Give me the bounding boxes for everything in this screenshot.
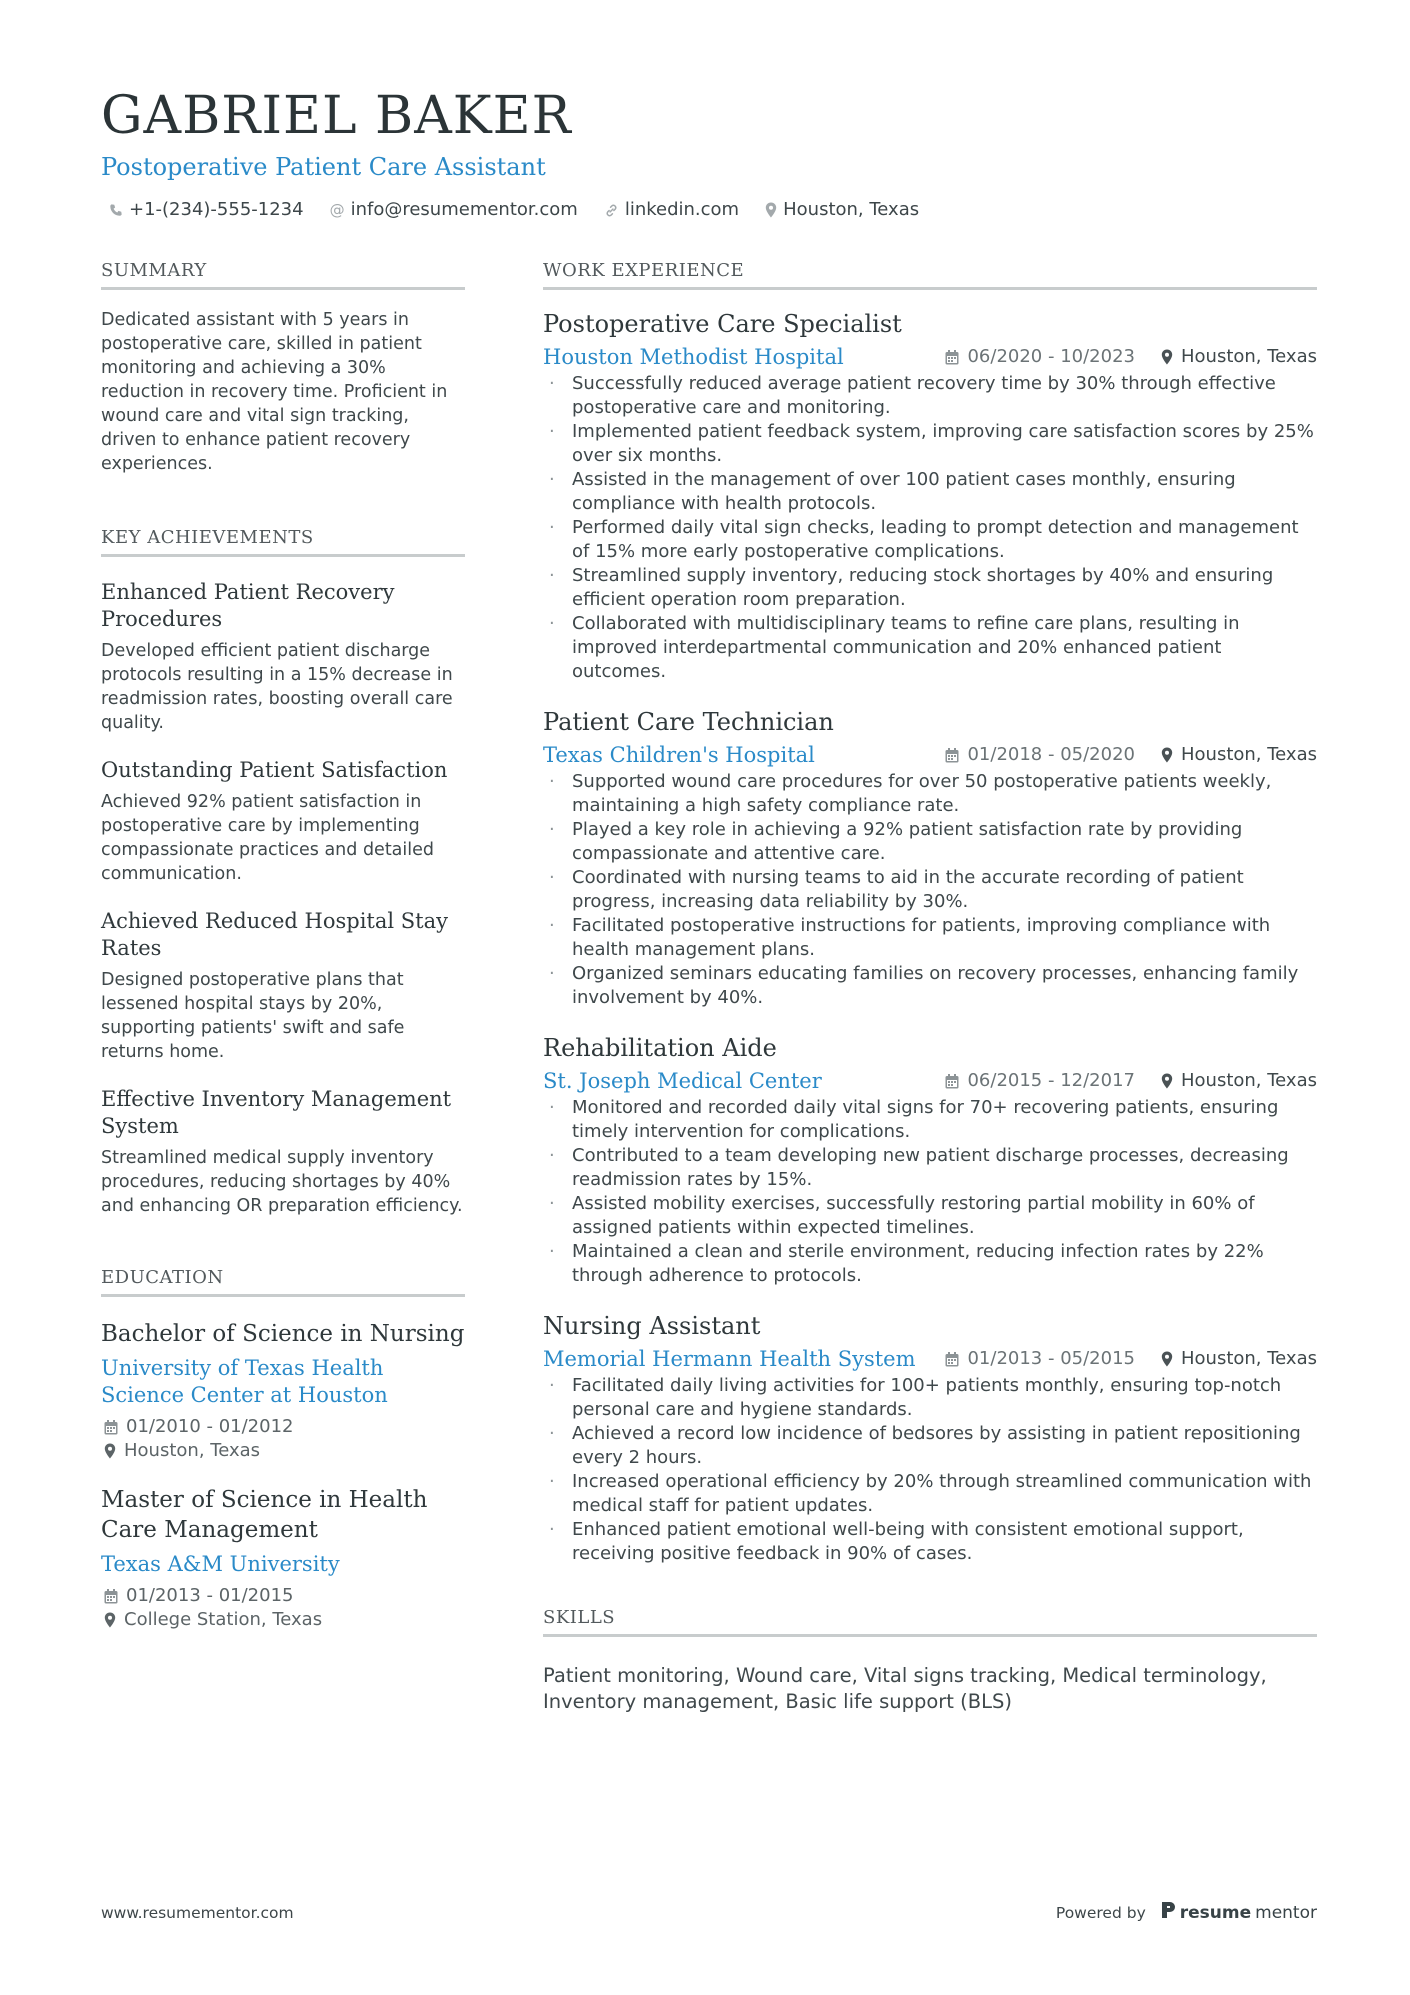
location-pin-icon	[1161, 349, 1173, 365]
resume-columns	[101, 259, 1317, 1715]
job-location-text: Houston, Texas	[1180, 1348, 1317, 1369]
job-meta-row	[543, 1067, 1317, 1095]
brand-logo[interactable]	[1160, 1901, 1317, 1924]
job-dates	[945, 343, 1135, 371]
job-bullet: · Collaborated with multidisciplinary teams to refine care plans, resulting in improved interdepartmental communication and 20% enhanced patient outcomes.	[543, 612, 1317, 684]
job-bullet: · Facilitated daily living activities for 100+ patients monthly, ensuring top-notch personal care and hygiene standards.	[543, 1374, 1317, 1422]
contact-location	[765, 197, 919, 223]
skills-heading: SKILLS	[543, 1606, 1317, 1637]
contact-linkedin[interactable]	[604, 197, 739, 223]
job-location	[1161, 1345, 1317, 1373]
at-icon: @	[329, 201, 345, 219]
job-location-text: Houston, Texas	[1180, 346, 1317, 367]
job-meta-row	[543, 343, 1317, 371]
job-bullet: · Achieved a record low incidence of bedsores by assisting in patient repositioning every 2 hours.	[543, 1422, 1317, 1470]
location-pin-icon	[765, 202, 777, 218]
job-title: Postoperative Care Specialist	[543, 310, 902, 338]
education-location-text: Houston, Texas	[124, 1440, 261, 1461]
footer-website-link[interactable]: www.resumementor.com	[101, 1903, 294, 1922]
location-pin-icon	[1161, 1073, 1173, 1089]
contact-email[interactable]	[330, 197, 578, 223]
resume-header	[101, 85, 1317, 223]
job-bullet: · Maintained a clean and sterile environment, reducing infection rates by 22% through adherence to protocols.	[543, 1240, 1317, 1288]
achievement-title: Effective Inventory Management System	[101, 1087, 452, 1138]
location-pin-icon	[104, 1443, 116, 1459]
summary-section	[101, 259, 465, 476]
job-bullet: · Assisted in the management of over 100 patient cases monthly, ensuring compliance with health protocols.	[543, 468, 1317, 516]
achievement-item	[101, 757, 465, 886]
email-text: info@resumementor.com	[350, 199, 578, 220]
skills-section	[543, 1606, 1317, 1715]
education-section	[101, 1266, 465, 1632]
achievements-section	[101, 526, 465, 1218]
job-entry	[543, 1310, 1317, 1566]
job-location	[1161, 343, 1317, 371]
job-bullet: · Enhanced patient emotional well-being with consistent emotional support, receiving positive feedback in 90% of cases.	[543, 1518, 1317, 1566]
job-bullet: · Increased operational efficiency by 20% through streamlined communication with medical staff for patient updates.	[543, 1470, 1317, 1518]
achievement-item	[101, 1086, 465, 1218]
achievement-text: Designed postoperative plans that lessened hospital stays by 20%, supporting patients' swift and safe returns home.	[101, 970, 405, 1062]
job-bullet: · Supported wound care procedures for over 50 postoperative patients weekly, maintaining a high safety compliance rate.	[543, 770, 1317, 818]
job-company: Texas Children's Hospital	[543, 743, 815, 767]
location-pin-icon	[1161, 747, 1173, 763]
skills-text: Patient monitoring, Wound care, Vital signs tracking, Medical terminology, Inventory management, Basic life support (BLS)	[543, 1664, 1267, 1713]
job-bullet: · Implemented patient feedback system, improving care satisfaction scores by 25% over six months.	[543, 420, 1317, 468]
phone-text: +1-(234)-555-1234	[129, 199, 304, 220]
job-bullet: · Performed daily vital sign checks, leading to prompt detection and management of 15% more early postoperative complications.	[543, 516, 1317, 564]
brand-logo-light: mentor	[1255, 1902, 1317, 1923]
education-school: Texas A&M University	[101, 1552, 340, 1576]
powered-by-label: Powered by	[1055, 1903, 1146, 1922]
calendar-icon	[945, 748, 959, 763]
job-company: Houston Methodist Hospital	[543, 345, 844, 369]
phone-icon	[109, 203, 123, 217]
job-list	[543, 308, 1317, 1566]
job-company: St. Joseph Medical Center	[543, 1069, 822, 1093]
education-heading: EDUCATION	[101, 1266, 465, 1297]
brand-logo-bold: resume	[1179, 1902, 1252, 1923]
experience-section	[543, 259, 1317, 1566]
job-location-text: Houston, Texas	[1180, 744, 1317, 765]
education-dates-text: 01/2010 - 01/2012	[126, 1416, 294, 1437]
education-item	[101, 1485, 465, 1632]
contact-row	[101, 197, 1317, 223]
location-pin-icon	[104, 1612, 116, 1628]
job-title: Patient Care Technician	[543, 708, 834, 736]
powered-by	[1056, 1901, 1317, 1924]
job-dates-text: 06/2020 - 10/2023	[967, 346, 1135, 367]
contact-phone[interactable]	[109, 197, 304, 223]
job-dates-text: 01/2013 - 05/2015	[967, 1348, 1135, 1369]
job-bullets	[543, 770, 1317, 1010]
calendar-icon	[945, 1074, 959, 1089]
left-column	[101, 259, 465, 1715]
job-entry	[543, 308, 1317, 684]
job-bullet: · Assisted mobility exercises, successfully restoring partial mobility in 60% of assigned patients within expected timelines.	[543, 1192, 1317, 1240]
job-meta-row	[543, 1345, 1317, 1373]
achievement-title: Outstanding Patient Satisfaction	[101, 758, 448, 782]
job-dates	[945, 741, 1135, 769]
summary-text: Dedicated assistant with 5 years in postoperative care, skilled in patient monitoring and achieving a 30% reduction in recovery time. Proficient in wound care and vital sign tracking, driven to enhance patient recovery experiences.	[101, 310, 448, 474]
job-bullet: · Coordinated with nursing teams to aid in the accurate recording of patient progress, increasing data reliability by 30%.	[543, 866, 1317, 914]
job-bullet: · Organized seminars educating families on recovery processes, enhancing family involvement by 40%.	[543, 962, 1317, 1010]
achievement-title: Achieved Reduced Hospital Stay Rates	[101, 909, 448, 960]
achievement-text: Streamlined medical supply inventory procedures, reducing shortages by 40% and enhancing OR preparation efficiency.	[101, 1148, 463, 1216]
education-dates-text: 01/2013 - 01/2015	[126, 1585, 294, 1606]
experience-heading: WORK EXPERIENCE	[543, 259, 1317, 290]
calendar-icon	[104, 1420, 118, 1435]
achievement-title: Enhanced Patient Recovery Procedures	[101, 580, 395, 631]
location-text: Houston, Texas	[783, 199, 920, 220]
education-item	[101, 1319, 465, 1463]
job-dates	[945, 1345, 1135, 1373]
job-company: Memorial Hermann Health System	[543, 1347, 916, 1371]
job-dates-text: 06/2015 - 12/2017	[967, 1070, 1135, 1091]
candidate-name: GABRIEL BAKER	[101, 86, 572, 146]
job-bullets	[543, 372, 1317, 684]
job-entry	[543, 1032, 1317, 1288]
job-location	[1161, 1067, 1317, 1095]
link-icon	[604, 203, 619, 218]
education-dates	[104, 1415, 465, 1439]
achievements-heading: KEY ACHIEVEMENTS	[101, 526, 465, 557]
achievement-item	[101, 908, 465, 1064]
summary-heading: SUMMARY	[101, 259, 465, 290]
achievement-text: Developed efficient patient discharge protocols resulting in a 15% decrease in readmission rates, boosting overall care quality.	[101, 641, 453, 733]
linkedin-text: linkedin.com	[624, 199, 740, 220]
job-dates	[945, 1067, 1135, 1095]
calendar-icon	[945, 1352, 959, 1367]
job-bullet: · Successfully reduced average patient recovery time by 30% through effective postoperative care and monitoring.	[543, 372, 1317, 420]
education-location-text: College Station, Texas	[124, 1609, 323, 1630]
education-school: University of Texas Health Science Center at Houston	[101, 1356, 388, 1407]
job-title: Rehabilitation Aide	[543, 1034, 777, 1062]
education-location	[104, 1608, 465, 1632]
achievement-text: Achieved 92% patient satisfaction in postoperative care by implementing compassionate practices and detailed communication.	[101, 792, 435, 884]
job-location	[1161, 741, 1317, 769]
education-degree: Bachelor of Science in Nursing	[101, 1321, 465, 1347]
job-location-text: Houston, Texas	[1180, 1070, 1317, 1091]
job-bullet: · Facilitated postoperative instructions for patients, improving compliance with health management plans.	[543, 914, 1317, 962]
location-pin-icon	[1161, 1351, 1173, 1367]
job-title: Nursing Assistant	[543, 1312, 761, 1340]
candidate-role: Postoperative Patient Care Assistant	[101, 153, 546, 181]
calendar-icon	[945, 350, 959, 365]
page-footer	[101, 1901, 1317, 1924]
job-dates-text: 01/2018 - 05/2020	[967, 744, 1135, 765]
education-location	[104, 1439, 465, 1463]
right-column	[543, 259, 1317, 1715]
education-degree: Master of Science in Health Care Management	[101, 1487, 428, 1543]
job-bullet: · Contributed to a team developing new patient discharge processes, decreasing readmission rates by 15%.	[543, 1144, 1317, 1192]
job-meta-row	[543, 741, 1317, 769]
job-bullets	[543, 1096, 1317, 1288]
achievement-item	[101, 579, 465, 735]
education-dates	[104, 1584, 465, 1608]
calendar-icon	[104, 1589, 118, 1604]
job-entry	[543, 706, 1317, 1010]
job-bullets	[543, 1374, 1317, 1566]
job-bullet: · Played a key role in achieving a 92% patient satisfaction rate by providing compassionate and attentive care.	[543, 818, 1317, 866]
job-bullet: · Monitored and recorded daily vital signs for 70+ recovering patients, ensuring timely intervention for complications.	[543, 1096, 1317, 1144]
job-bullet: · Streamlined supply inventory, reducing stock shortages by 40% and ensuring efficient operation room preparation.	[543, 564, 1317, 612]
brand-logo-icon	[1160, 1901, 1176, 1924]
